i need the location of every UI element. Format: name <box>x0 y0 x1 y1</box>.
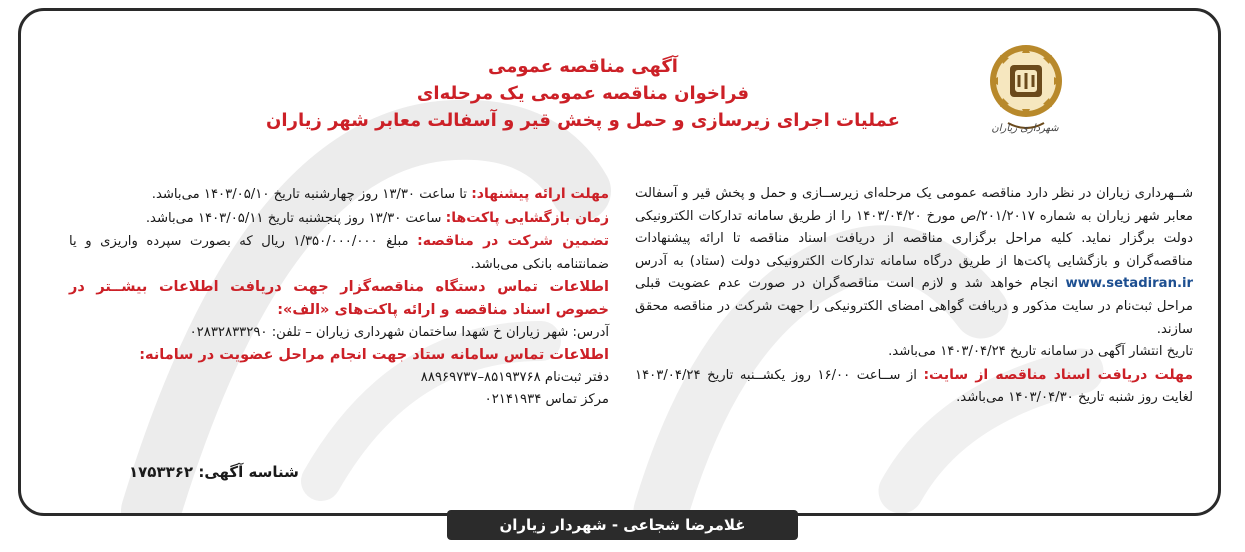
intro-paragraph <box>635 183 1193 341</box>
opening-time-label: زمان بازگشایی پاکت‌ها: <box>445 209 609 226</box>
call-center-phone: مرکز تماس ۰۲۱۴۱۹۳۴ <box>484 392 609 408</box>
right-column <box>635 183 1193 410</box>
submit-deadline <box>69 183 609 207</box>
intro-text-b: انجام خواهد شد و لازم است مناقصه‌گران در صورت عدم عضویت قبلی مراحل ثبت‌نام در سایت مذکور و دریافت گواهی امضای الکترونیکی را جهت شرکت در مناقصه محقق سازند. <box>635 276 1193 337</box>
notice-subtitle: فراخوان مناقصه عمومی یک مرحله‌ای <box>416 83 750 104</box>
contact-heading: اطلاعات تماس دستگاه مناقصه‌گزار جهت دریافت اطلاعات بیشــتر در خصوص اسناد مناقصه و ارائه پاکت‌های «الف»: <box>69 279 609 318</box>
docs-deadline-text: از ســاعت ۱۶/۰۰ روز یکشــنبه تاریخ ۱۴۰۳/۰۴/۲۴ لغایت روز شنبه تاریخ ۱۴۰۳/۰۴/۳۰ می‌باشد. <box>635 367 1193 406</box>
notice-frame <box>18 8 1221 516</box>
ad-code: شناسه آگهی: ۱۷۵۳۳۶۲ <box>129 463 299 481</box>
left-column <box>69 183 609 412</box>
guarantee <box>69 230 609 276</box>
guarantee-text: مبلغ ۱/۳۵۰/۰۰۰/۰۰۰ ریال که بصورت سپرده واریزی و یا ضمانتنامه بانکی می‌باشد. <box>69 234 609 272</box>
footer-signature: غلامرضا شجاعی - شهردار زیاران <box>499 516 746 534</box>
title-block <box>233 53 933 134</box>
registry-phone: دفتر ثبت‌نام ۸۵۱۹۳۷۶۸–۸۸۹۶۹۷۳۷ <box>420 369 609 385</box>
guarantee-label: تضمین شرکت در مناقصه: <box>417 233 609 250</box>
website-link[interactable]: www.setadiran.ir <box>1065 276 1193 292</box>
opening-time-text: ساعت ۱۳/۳۰ روز پنجشنبه تاریخ ۱۴۰۳/۰۵/۱۱ می‌باشد. <box>145 210 442 226</box>
submit-deadline-text: تا ساعت ۱۳/۳۰ روز چهارشنبه تاریخ ۱۴۰۳/۰۵/۱۰ می‌باشد. <box>151 187 467 202</box>
docs-deadline <box>635 364 1193 410</box>
project-title: عملیات اجرای زیرسازی و حمل و پخش قیر و آسفالت معابر شهر زیاران <box>266 110 900 131</box>
system-contact-heading: اطلاعات تماس سامانه ستاد جهت انجام مراحل عضویت در سامانه: <box>139 347 609 364</box>
logo-caption: شهرداری زیاران <box>991 123 1059 134</box>
intro-text-a: شــهرداری زیاران در نظر دارد مناقصه عمومی یک مرحله‌ای زیرســازی و حمل و پخش قیر و آسفالت معابر شهر زیاران به شماره ۲۰۱/۲۰۱۷/ص مورخ ۱۴۰۳/۰۴/۲۰ را از طریق سامانه تدارکات الکترونیکی دولت برگزار نماید. کلیه مراحل برگزاری مناقصه از دریافت اسناد مناقصه تا ارائه پیشنهادات مناقصه‌گران و بازگشایی پاکت‌ها از طریق درگاه سامانه تدارکات الکترونیکی دولت (ستاد) به آدرس <box>635 186 1193 269</box>
opening-time <box>69 207 609 231</box>
notice-title: آگهی مناقصه عمومی <box>488 56 678 77</box>
publish-date: تاریخ انتشار آگهی در سامانه تاریخ ۱۴۰۳/۰۴/۲۴ می‌باشد. <box>888 344 1193 360</box>
submit-deadline-label: مهلت ارائه پیشنهاد: <box>471 186 609 202</box>
docs-deadline-label: مهلت دریافت اسناد مناقصه از سایت: <box>923 366 1194 383</box>
address-line: آدرس: شهر زیاران خ شهدا ساختمان شهرداری زیاران – تلفن: ۰۲۸۳۲۸۳۳۲۹۰ <box>189 324 609 340</box>
